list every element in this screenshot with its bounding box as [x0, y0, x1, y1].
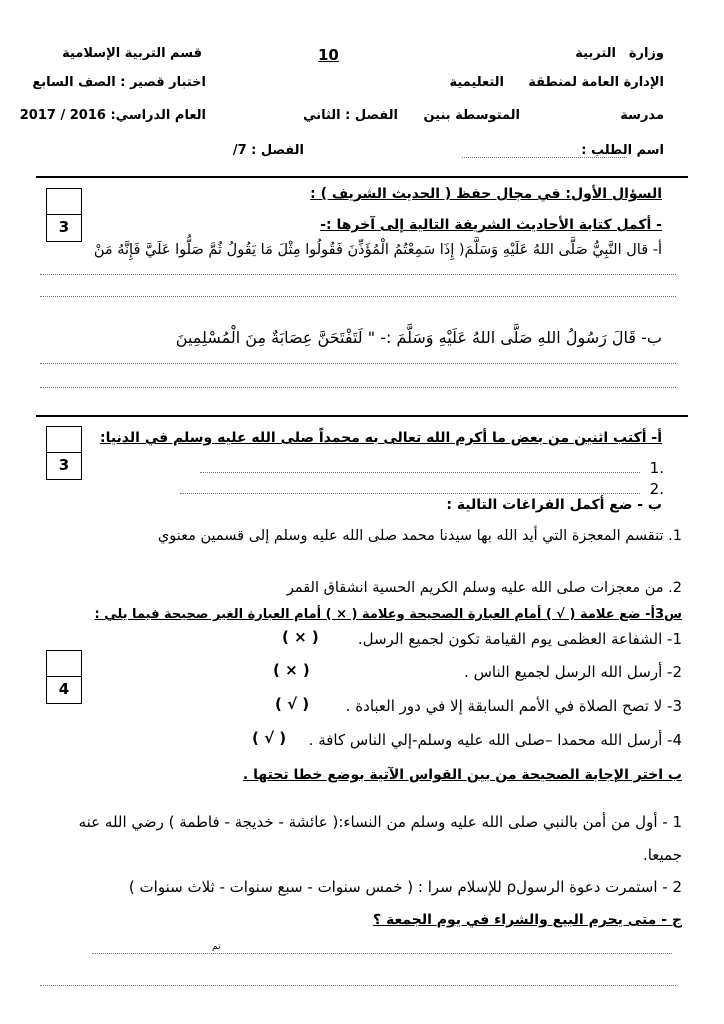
q3-title: س3أ- ضع علامة ( √ ) أمام العبارة الصحيحة وعلامة ( × ) أمام العبارة الغير صحيحة فيما يلي :: [94, 607, 682, 622]
q2-score: 3: [58, 456, 70, 474]
q2-title-a: أ- أكتب اثنين من بعض ما أكرم الله تعالى به محمداً صلى الله عليه وسلم في الدنيا:: [99, 430, 662, 446]
admin-line-a: الإدارة العامة لمنطقة: [528, 75, 664, 90]
choice-1-cont: جميعا.: [642, 846, 682, 864]
answer-line[interactable]: [40, 363, 676, 364]
choice-1: 1 - أول من أمن بالنبي صلى الله عليه وسلم من النساء:( عائشة - خديجة - فاطمة ) رضي الله عنه: [78, 813, 682, 831]
quiz-title: اختبار قصير : الصف السابع: [32, 75, 206, 90]
q1-instruction: - أكمل كتابة الأحاديث الشريفة التالية إلى آخرها :-: [320, 217, 662, 233]
q2-title-b: ب - ضع أكمل الفراغات التالية :: [446, 497, 662, 513]
q3-title-c: ج - متى يحرم البيع والشراء في يوم الجمعة ؟: [372, 912, 682, 928]
q3-item-1-mark: ( × ): [282, 628, 319, 646]
hadith-a: أ- قال النَّبِيُّ صَلَّى اللهُ عَلَيْهِ وَسَلَّمَ( إِذَا سَمِعْتُمُ الْمُؤَذِّنَ فَقُولُوا مِثْلَ مَا يَقُولُ ثُمَّ صَلُّوا عَلَيَّ فَإِنَّهُ مَنْ: [93, 242, 662, 258]
class-label: الفصل : 7/: [232, 143, 304, 158]
answer-line[interactable]: [200, 472, 640, 473]
answer-line[interactable]: [92, 953, 672, 954]
score-box-top: [46, 650, 82, 678]
academic-year: العام الدراسي: 2016 / 2017: [19, 108, 206, 123]
q3-item-3-mark: ( √ ): [275, 695, 310, 713]
q1-score: 3: [58, 218, 70, 236]
fill-1: 1. تنقسم المعجزة التي أيد الله بها سيدنا محمد صلى الله عليه وسلم إلى قسمين معنوي: [157, 528, 682, 544]
answer-line[interactable]: [40, 985, 676, 986]
q3-item-3-text: 3- لا تصح الصلاة في الأمم السابقة إلا في دور العبادة .: [345, 697, 682, 715]
q3-score: 4: [58, 680, 70, 698]
page-number: 10: [318, 46, 339, 64]
student-name-label: اسم الطلب :: [581, 143, 664, 158]
q3-item-2-text: 2- أرسل الله الرسل لجميع الناس .: [464, 663, 682, 681]
school-name: المتوسطة بنين: [423, 108, 520, 123]
score-box-top: [46, 426, 82, 454]
answer-line[interactable]: [40, 387, 676, 388]
q3-item-2-mark: ( × ): [273, 661, 310, 679]
divider: [36, 176, 688, 178]
q3-item-4-mark: ( √ ): [252, 729, 287, 747]
score-box-top: [46, 188, 82, 216]
footer-mark: تم: [212, 942, 221, 952]
q1-title: السؤال الأول: في مجال حفظ ( الحديث الشريف ) :: [310, 186, 662, 202]
hadith-b: ب- قَالَ رَسُولُ اللهِ صَلَّى اللهُ عَلَيْهِ وَسَلَّمَ :- " لَتَفْتَحَنَّ عِصَابَةٌ مِنَ الْمُسْلِمِينَ: [175, 328, 662, 347]
semester: الفصل : الثاني: [303, 108, 398, 123]
answer-line[interactable]: [40, 296, 676, 297]
school-label: مدرسة: [620, 108, 664, 123]
ministry-prefix: وزارة: [628, 46, 664, 61]
q2-item-2: .2: [649, 480, 664, 498]
student-name-line[interactable]: [462, 157, 627, 158]
answer-line[interactable]: [40, 274, 676, 275]
q3-item-4-text: 4- أرسل الله محمدا –صلى الله عليه وسلم-إلي الناس كافة .: [308, 731, 682, 749]
ministry-name: التربية: [575, 46, 616, 61]
admin-line-b: التعليمية: [449, 75, 504, 90]
answer-line[interactable]: [180, 493, 640, 494]
divider: [36, 415, 688, 417]
fill-2: 2. من معجزات صلى الله عليه وسلم الكريم الحسية انشقاق القمر: [286, 580, 682, 596]
q3-title-b: ب اختر الإجابة الصحيحة من بين القواس الآتية بوضع خطا تحتها .: [242, 767, 682, 783]
department-name: قسم التربية الإسلامية: [62, 46, 202, 61]
q2-item-1: .1: [649, 459, 664, 477]
choice-2: 2 - استمرت دعوة الرسولρ للإسلام سرا : ( خمس سنوات - سبع سنوات - ثلاث سنوات ): [128, 878, 682, 896]
q3-item-1-text: 1- الشفاعة العظمى يوم القيامة تكون لجميع الرسل.: [357, 630, 682, 648]
